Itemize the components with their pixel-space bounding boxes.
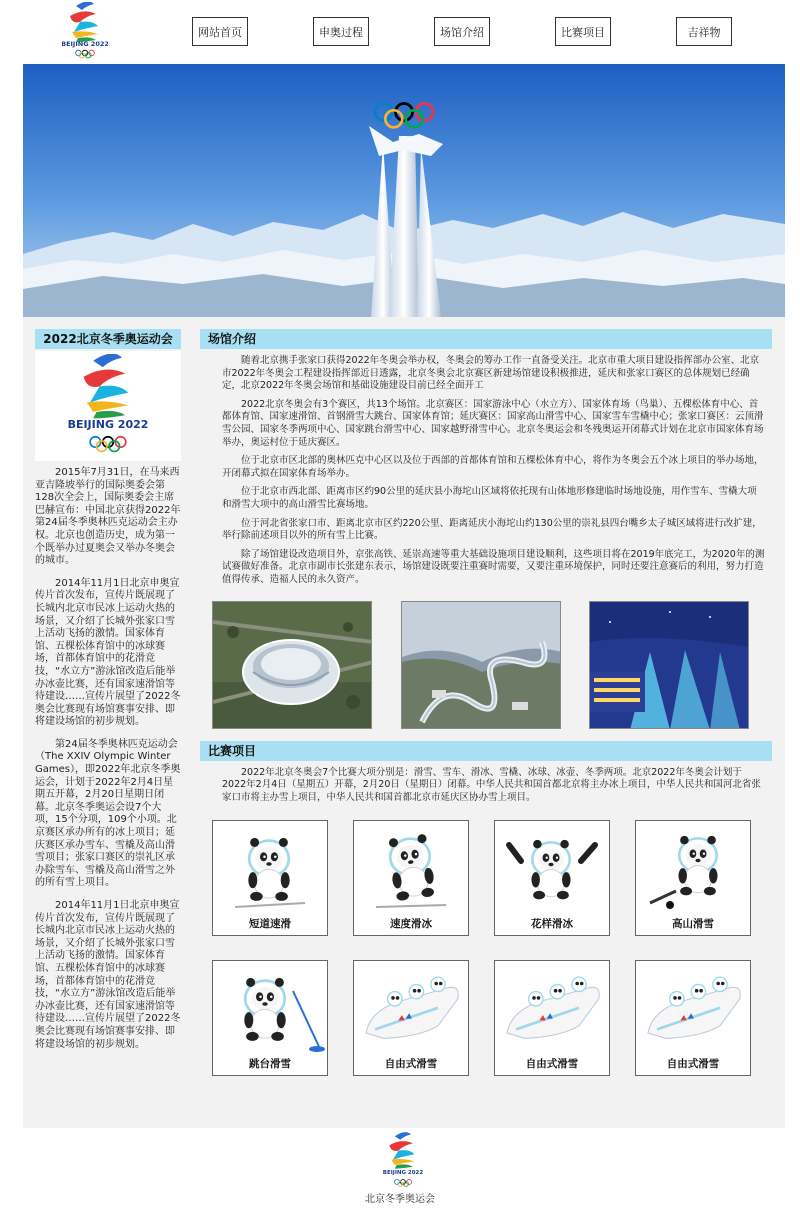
mascot-image	[354, 821, 468, 915]
events-paragraph: 2022年北京冬奥会7个比赛大项分别是：滑雪、雪车、滑冰、雪橇、冰球、冰壶、冬季两项。北京2022年冬奥会计划于2022年2月4日（星期五）开幕，2月20日（星期日）闭幕。中华人民共和国首都北京将主办冰上项目，中华人民共和国河北省张家口市将主办雪上项目，中华人民共和国首都北京市延庆区协办雪上项目。	[222, 766, 761, 803]
mascot-image	[495, 961, 609, 1055]
venues-section-title: 场馆介绍	[200, 329, 772, 349]
header	[0, 0, 800, 64]
venues-paragraph: 2022北京冬奥会有3个赛区，共13个场馆。北京赛区：国家游泳中心（水立方）、国家体育场（鸟巢）、五棵松体育中心、首都体育馆、国家速滑馆、首钢滑雪大跳台、国家体育馆；延庆赛区：国家高山滑雪中心、国家雪车雪橇中心；张家口赛区：云顶滑雪公园、国家冬季两项中心、国家跳台滑雪中心、国家越野滑雪中心。北京冬奥运会和冬残奥运开闭幕式计划在北京市国家体育场举办，奥运村位于延庆赛区。	[222, 398, 764, 448]
event-card-freestyle-skiing[interactable]	[494, 960, 610, 1076]
footer	[0, 1128, 800, 1223]
event-card-label: 速度滑冰	[390, 918, 432, 931]
footer-text: 北京冬季奥运会	[365, 1194, 435, 1205]
event-card-freestyle-skiing[interactable]	[635, 960, 751, 1076]
nav-venues[interactable]: 场馆介绍	[434, 17, 490, 46]
venue-photo-speed-skating-oval[interactable]	[212, 601, 372, 729]
event-card-label: 高山滑雪	[672, 918, 714, 931]
event-card-label: 自由式滑雪	[666, 1058, 720, 1071]
nav-bid-process[interactable]: 申奥过程	[313, 17, 369, 46]
mascot-image	[354, 961, 468, 1055]
event-card-ski-jumping[interactable]	[212, 960, 328, 1076]
logo-text: BEIJING 2022	[62, 40, 108, 48]
nav-home[interactable]: 网站首页	[192, 17, 248, 46]
event-card-label: 跳台滑雪	[249, 1058, 291, 1071]
event-card-label: 自由式滑雪	[384, 1058, 438, 1071]
event-card-figure-skating[interactable]	[494, 820, 610, 936]
sidebar-title: 2022北京冬季奥运动会	[35, 329, 181, 349]
mascot-image	[636, 961, 750, 1055]
sidebar	[35, 329, 181, 1051]
sidebar-paragraph: 2015年7月31日，在马来西亚吉隆坡举行的国际奥委会第128次全会上，国际奥委会主席巴赫宣布：中国北京获得2022年第24届冬季奥林匹克运动会主办权。北京也创造历史，成为第一个既举办过夏奥会又举办冬奥会的城市。	[35, 467, 181, 567]
mascot-image	[213, 961, 327, 1055]
main-content	[23, 317, 785, 1128]
nav-events[interactable]: 比赛项目	[555, 17, 611, 46]
mascot-image	[495, 821, 609, 915]
venues-paragraph: 位于北京市西北部、距离市区约90公里的延庆县小海坨山区域将依托现有山体地形修建临时场地设施，用作雪车、雪橇大项和滑雪大项中的高山滑雪比赛场地。	[222, 486, 757, 510]
footer-logo-text: BEIJING 2022	[383, 1170, 423, 1176]
event-card-label: 自由式滑雪	[525, 1058, 579, 1071]
event-card-short-track[interactable]	[212, 820, 328, 936]
sidebar-paragraph: 第24届冬季奥林匹克运动会（The XXIV Olympic Winter Games），即2022年北京冬季奥运会，计划于2022年2月4日星期五开幕，2月20日星期日闭幕。北京冬季奥运会设7个大项，15个分项，109个小项。北京赛区承办所有的冰上项目；延庆赛区承办雪车、雪橇及高山滑雪项目；张家口赛区的崇礼区承办除雪车、雪橇及高山滑雪之外的所有雪上项目。	[35, 738, 181, 889]
venues-paragraph: 除了场馆建设改造项目外，京张高铁、延崇高速等重大基础设施项目建设顺利，这些项目将在2019年底完工，为2020年的测试赛做好准备。北京市副市长张建东表示，场馆建设既要注重赛时需要，又要注重环境保护，同时还要注意赛后的利用，努力打造值得传承、造福人民的永久资产。	[222, 548, 765, 585]
venue-photo-night-ski-resort[interactable]	[589, 601, 749, 729]
nav-mascot[interactable]: 吉祥物	[676, 17, 732, 46]
event-card-label: 短道速滑	[249, 918, 291, 931]
hero-banner	[23, 64, 785, 317]
events-section-title: 比赛项目	[200, 741, 772, 761]
mascot-image	[636, 821, 750, 915]
venue-photo-sliding-track[interactable]	[401, 601, 561, 729]
beijing-2022-logo[interactable]	[62, 2, 108, 60]
event-card-label: 花样滑冰	[531, 918, 573, 931]
events-grid	[200, 812, 772, 1082]
venues-paragraph: 位于北京市区北部的奥林匹克中心区以及位于西部的首都体育馆和五棵松体育中心，将作为冬奥会五个冰上项目的举办场地，开闭幕式拟在国家体育场举办。	[222, 455, 764, 479]
venues-paragraph: 位于河北省张家口市、距离北京市区约220公里、距离延庆小海坨山约130公里的崇礼县四台嘴乡太子城区域将进行改扩建，举行除前述项目以外的所有雪上比赛。	[222, 517, 762, 542]
content-column	[200, 329, 772, 1082]
footer-logo	[383, 1132, 423, 1188]
sidebar-logo-text: BEIJING 2022	[67, 418, 149, 431]
sidebar-paragraph: 2014年11月1日北京申奥宣传片首次发布，宣传片既展现了长城内北京市民冰上运动火热的场景，又介绍了长城外张家口雪上活动飞扬的激情。国家体育馆、五棵松体育馆中的冰球赛场，首都体育馆中的花滑竞技，“水立方”游泳馆改造后能举办冰壶比赛，还有国家速滑馆等待建设……宣传片展望了2022冬奥会比赛现有场馆赛事安排、即将建设场馆的初步规划。	[35, 900, 181, 1050]
venues-paragraph: 随着北京携手张家口获得2022年冬奥会举办权，冬奥会的筹办工作一直备受关注。北京市重大项目建设指挥部办公室、北京市2022年冬奥会工程建设指挥部近日透露，北京冬奥会北京赛区新建场馆建设积极推进，延庆和张家口赛区的总体规划已经确定，北京2022年冬奥会场馆和基础设施建设目前已经全面开工	[222, 355, 760, 392]
sidebar-logo	[35, 351, 181, 461]
venue-gallery	[200, 601, 772, 731]
mascot-image	[213, 821, 327, 915]
event-card-speed-skating[interactable]	[353, 820, 469, 936]
event-card-alpine-skiing[interactable]	[635, 820, 751, 936]
event-card-freestyle-skiing[interactable]	[353, 960, 469, 1076]
sidebar-paragraph: 2014年11月1日北京申奥宣传片首次发布，宣传片既展现了长城内北京市民冰上运动火热的场景，又介绍了长城外张家口雪上活动飞扬的激情。国家体育馆、五棵松体育馆中的冰球赛场，首都体育馆中的花滑竞技，“水立方”游泳馆改造后能举办冰壶比赛，还有国家速滑馆等待建设……宣传片展望了2022冬奥会比赛现有场馆赛事安排、即将建设场馆的初步规划。	[35, 577, 181, 728]
